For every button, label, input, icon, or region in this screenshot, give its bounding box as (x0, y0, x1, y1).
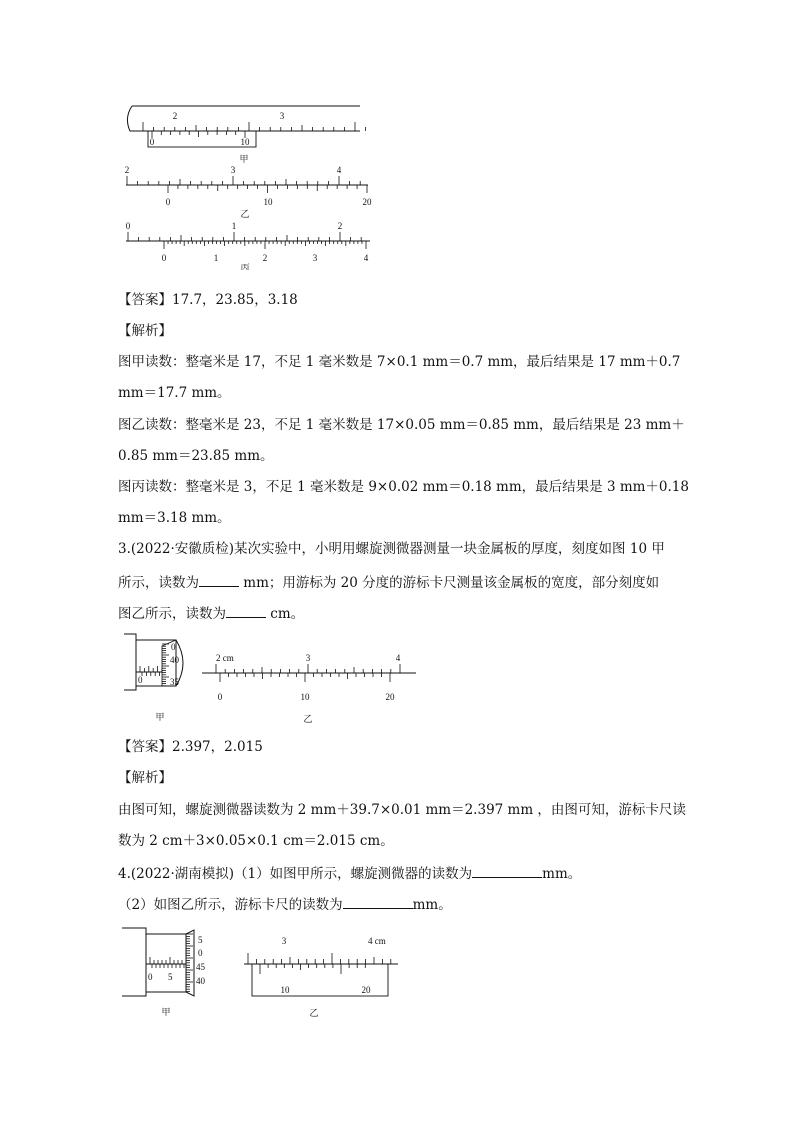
q4-answer-blank[interactable] (343, 894, 413, 909)
micrometer-caption: 甲 (155, 712, 165, 722)
q4-stem-line: 4.(2022·湖南模拟)（1）如图甲所示，螺旋测微器的读数为 mm。 (118, 863, 581, 883)
q2-analysis-line: 图丙读数：整毫米是 3，不足 1 毫米数是 9×0.02 mm＝0.18 mm，最后结果是 3 mm＋0.18 (118, 479, 689, 495)
micrometer-jia (124, 634, 183, 722)
yi-main-label: 4 (336, 165, 342, 175)
yi-main-label: 3 (230, 165, 236, 175)
caliper-yi (125, 165, 372, 219)
jia-main-label: 2 (172, 111, 178, 121)
caliper-jia (127, 106, 365, 164)
micrometer-sleeve-label: 0 (138, 675, 143, 685)
micrometer-thimble-label: 45 (196, 962, 205, 972)
micrometer-thimble-label: 0 (198, 948, 203, 958)
micrometer-sleeve-label: 0 (148, 972, 153, 982)
figure-q4 (118, 922, 408, 1026)
caliper-vernier-label: 10 (280, 985, 290, 995)
jia-main-label: 3 (279, 111, 285, 121)
micrometer-thimble-label: 0 (171, 642, 176, 652)
caliper-vernier-label: 20 (361, 985, 371, 995)
bing-vernier-label: 4 (363, 253, 369, 263)
bing-main-label: 2 (337, 221, 343, 231)
q2-analysis-line: 图乙读数：整毫米是 23，不足 1 毫米数是 17×0.05 mm＝0.85 mm，最后结果是 23 mm＋ (118, 417, 685, 433)
q3-stem-line: 所示，读数为 mm；用游标为 20 分度的游标卡尺测量该金属板的宽度，部分刻度如 (118, 572, 659, 592)
micrometer-thimble-label: 40 (170, 655, 179, 665)
yi-main-label: 2 (124, 165, 130, 175)
bing-main-label: 1 (231, 221, 237, 231)
micrometer-caption: 甲 (161, 1007, 171, 1017)
caliper-main-label: 4 (395, 653, 401, 663)
jia-caption: 甲 (239, 154, 249, 164)
caliper-vernier-label: 20 (385, 692, 395, 702)
q3-answer: 【答案】2.397，2.015 (118, 739, 263, 755)
q3-stem-line: 图乙所示，读数为 cm。 (118, 603, 304, 623)
q2-analysis-line: 0.85 mm＝23.85 mm。 (118, 448, 274, 464)
caliper-main-label: 4 cm (368, 936, 386, 946)
bing-vernier-label: 2 (262, 253, 268, 263)
q3-analysis-line: 数为 2 cm＋3×0.05×0.1 cm＝2.015 cm。 (118, 833, 394, 849)
q3-answer-blank[interactable] (226, 603, 266, 618)
q2-analysis-line: mm＝3.18 mm。 (118, 510, 231, 526)
micrometer-thimble-label: 40 (196, 976, 205, 986)
caliper-bing (126, 221, 370, 270)
caliper-caption: 乙 (303, 714, 313, 724)
q2-analysis-label: 【解析】 (118, 323, 172, 339)
caliper-main-label: 3 (281, 936, 287, 946)
bing-vernier-label: 1 (213, 253, 219, 263)
caliper-yi (244, 936, 398, 1018)
q2-answer: 【答案】17.7，23.85，3.18 (118, 292, 298, 308)
yi-caption: 乙 (240, 209, 250, 219)
q4-answer-blank[interactable] (472, 863, 542, 878)
jia-vernier-label: 10 (240, 137, 250, 147)
caliper-main-label: 3 (305, 653, 311, 663)
micrometer-sleeve-label: 5 (168, 972, 173, 982)
q4-stem-line: （2）如图乙所示，游标卡尺的读数为 mm。 (118, 894, 452, 914)
bing-caption: 丙 (240, 263, 250, 270)
caliper-caption: 乙 (309, 1008, 319, 1018)
micrometer-thimble-label: 5 (198, 935, 203, 945)
micrometer-jia (122, 928, 206, 1017)
caliper-yi (202, 653, 416, 724)
caliper-main-label: 2 cm (216, 653, 234, 663)
figure-1-calipers (118, 98, 388, 274)
yi-vernier-label: 0 (165, 197, 171, 207)
bing-vernier-label: 3 (312, 253, 318, 263)
bing-vernier-label: 0 (161, 253, 167, 263)
bing-main-label: 0 (125, 221, 131, 231)
caliper-vernier-label: 10 (300, 692, 310, 702)
figure-q3 (118, 630, 420, 732)
caliper-vernier-label: 0 (217, 692, 223, 702)
q3-stem-line: 3.(2022·安徽质检)某次实验中，小明用螺旋测微器测量一块金属板的厚度，刻度如图 10 甲 (118, 541, 665, 557)
yi-vernier-label: 10 (263, 197, 273, 207)
q2-analysis-line: 图甲读数：整毫米是 17，不足 1 毫米数是 7×0.1 mm＝0.7 mm，最后结果是 17 mm＋0.7 (118, 354, 681, 370)
yi-vernier-label: 20 (362, 197, 372, 207)
q2-analysis-line: mm＝17.7 mm。 (118, 385, 231, 401)
q3-answer-blank[interactable] (199, 572, 239, 587)
jia-vernier-label: 0 (149, 137, 155, 147)
micrometer-thimble-label: 35 (170, 677, 179, 687)
q3-analysis-line: 由图可知，螺旋测微器读数为 2 mm＋39.7×0.01 mm＝2.397 mm ，由图可知，游标卡尺读 (118, 802, 686, 818)
q3-analysis-label: 【解析】 (118, 770, 172, 786)
